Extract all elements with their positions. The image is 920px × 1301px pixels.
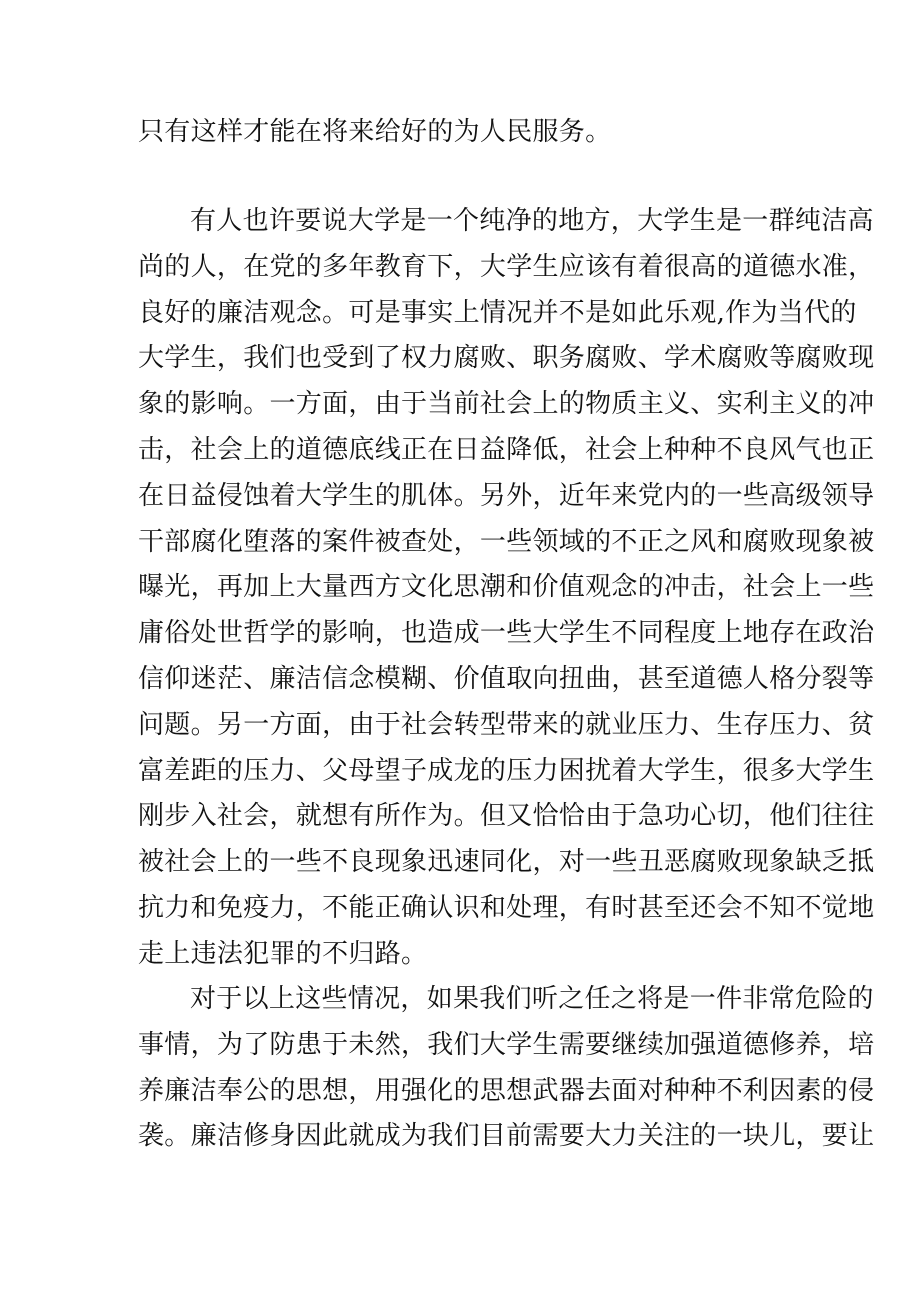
text-line: 只有这样才能在将来给好的为人民服务。: [138, 117, 612, 147]
paragraph-1: [138, 199, 875, 978]
text-line: 曝光，再加上大量西方文化思潮和价值观念的冲击，社会上一些: [138, 572, 875, 603]
text-line: 刚步入社会，就想有所作为。但又恰恰由于急功心切，他们往往: [138, 801, 875, 832]
text-line: 击，社会上的道德底线正在日益降低，社会上种种不良风气也正: [138, 434, 875, 465]
text-line: 信仰迷茫、廉洁信念模糊、价值取向扭曲，甚至道德人格分裂等: [138, 663, 875, 694]
text-line: 富差距的压力、父母望子成龙的压力困扰着大学生，很多大学生: [138, 755, 875, 786]
paragraph-2: [138, 977, 875, 1160]
text-line: 问题。另一方面，由于社会转型带来的就业压力、生存压力、贫: [138, 709, 875, 740]
text-line: 良好的廉洁观念。可是事实上情况并不是如此乐观,作为当代的: [138, 297, 857, 328]
text-line: 抗力和免疫力，不能正确认识和处理，有时甚至还会不知不觉地: [138, 892, 875, 923]
text-line: 对于以上这些情况，如果我们听之任之将是一件非常危险的: [190, 984, 874, 1014]
text-line: 走上违法犯罪的不归路。: [138, 938, 428, 969]
text-line: 被社会上的一些不良现象迅速同化，对一些丑恶腐败现象缺乏抵: [138, 847, 875, 878]
text-line: 庸俗处世哲学的影响，也造成一些大学生不同程度上地存在政治: [138, 618, 875, 649]
text-line: 事情，为了防患于未然，我们大学生需要继续加强道德修养，培: [138, 1029, 875, 1060]
text-line: 尚的人，在党的多年教育下，大学生应该有着很高的道德水准，: [138, 251, 875, 282]
text-line: 干部腐化堕落的案件被查处，一些领域的不正之风和腐败现象被: [138, 526, 875, 557]
intro-paragraph: [138, 110, 798, 156]
text-line: 养廉洁奉公的思想，用强化的思想武器去面对种种不利因素的侵: [138, 1075, 875, 1106]
text-line: 在日益侵蚀着大学生的肌体。另外，近年来党内的一些高级领导: [138, 480, 875, 511]
text-line: 象的影响。一方面，由于当前社会上的物质主义、实利主义的冲: [138, 389, 875, 420]
text-line: 有人也许要说大学是一个纯净的地方，大学生是一群纯洁高: [190, 206, 874, 236]
text-line: 大学生，我们也受到了权力腐败、职务腐败、学术腐败等腐败现: [138, 343, 875, 374]
text-line: 袭。廉洁修身因此就成为我们目前需要大力关注的一块儿，要让: [138, 1121, 875, 1152]
